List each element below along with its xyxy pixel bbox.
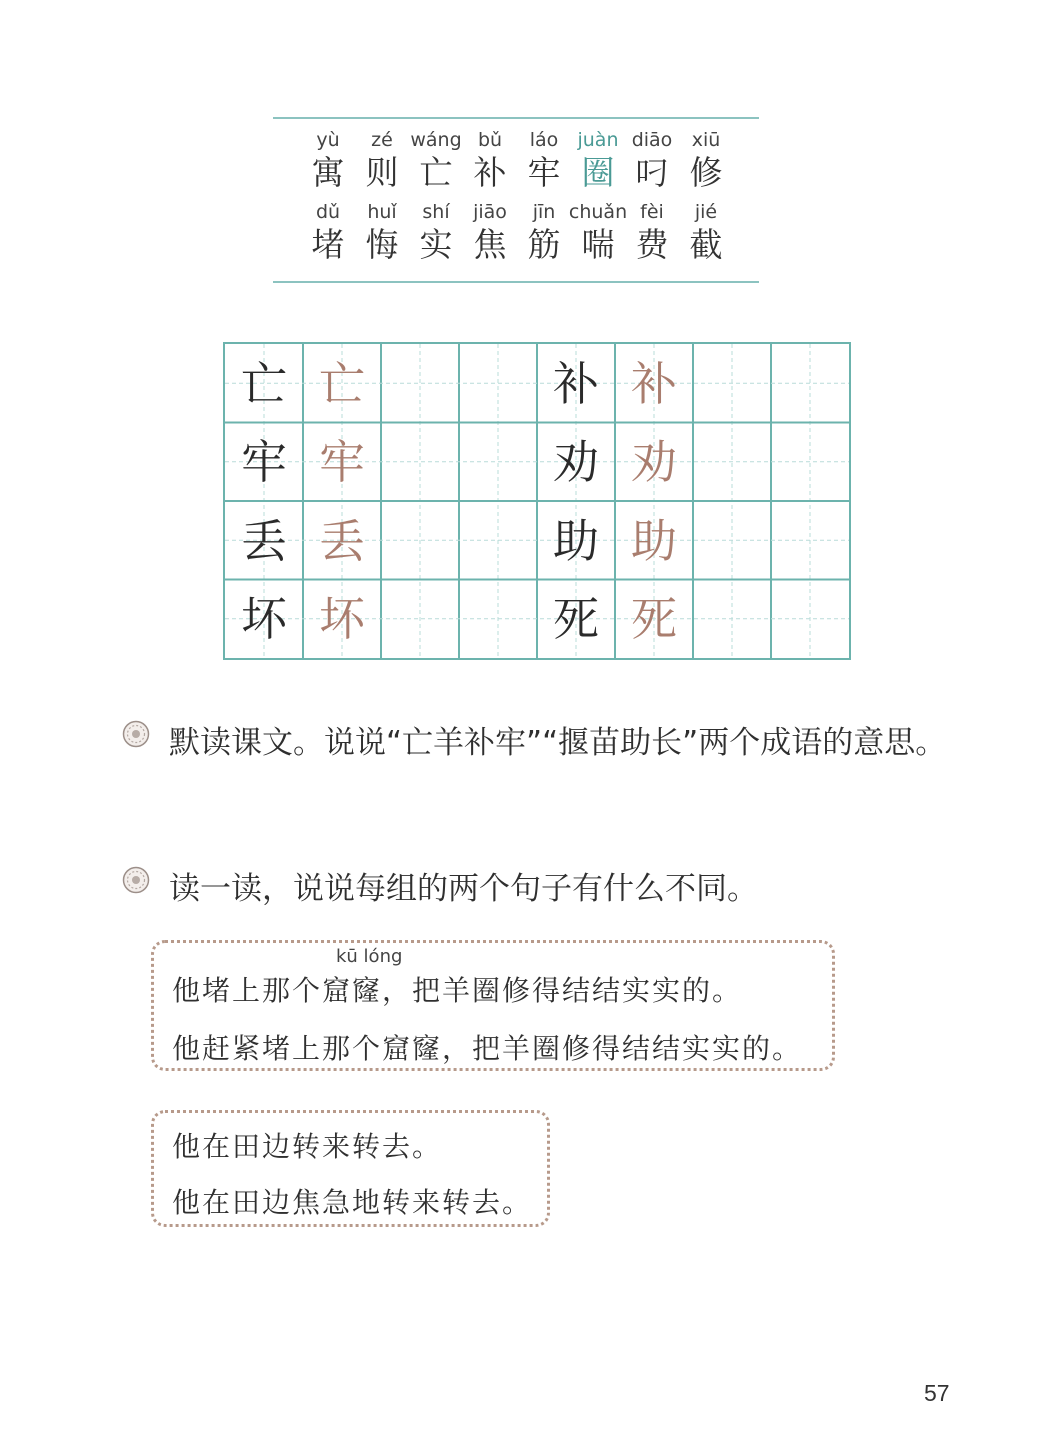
pinyin: xiū bbox=[691, 129, 721, 151]
vocab-character: 圈 bbox=[581, 153, 615, 192]
sentence: 他在田边焦急地转来转去。 bbox=[172, 1186, 533, 1219]
model-character: 劝 bbox=[553, 435, 599, 489]
model-character: 死 bbox=[553, 592, 599, 646]
sentence: 他堵上那个窟窿，把羊圈修得结结实实的。 bbox=[172, 974, 743, 1007]
pinyin: shí bbox=[422, 201, 450, 223]
vocab-character: 堵 bbox=[311, 225, 345, 264]
vocabulary-box bbox=[273, 117, 759, 283]
tracing-character: 丢 bbox=[319, 513, 365, 568]
pinyin-annotation: kū lóng bbox=[336, 946, 403, 967]
flower-bullet-icon bbox=[122, 866, 150, 894]
vocab-row-2 bbox=[303, 199, 729, 269]
pinyin: fèi bbox=[640, 201, 664, 223]
vocab-item bbox=[671, 127, 741, 193]
sentence: 他赶紧堵上那个窟窿，把羊圈修得结结实实的。 bbox=[172, 1032, 803, 1065]
vocab-character: 费 bbox=[635, 225, 669, 264]
pinyin: huǐ bbox=[367, 201, 397, 223]
sentence: 他在田边转来转去。 bbox=[172, 1130, 443, 1163]
pinyin: yù bbox=[316, 129, 340, 151]
tracing-character: 死 bbox=[631, 592, 677, 646]
vocab-character: 实 bbox=[419, 225, 453, 264]
pinyin: jīn bbox=[532, 201, 556, 223]
vocab-character: 焦 bbox=[473, 225, 507, 264]
model-character: 助 bbox=[553, 513, 599, 568]
vocab-row-1 bbox=[303, 127, 729, 197]
pinyin: bǔ bbox=[477, 129, 503, 151]
tracing-character: 坏 bbox=[319, 592, 365, 646]
vocab-character: 亡 bbox=[419, 153, 453, 192]
sentence-group-1 bbox=[151, 940, 835, 1071]
model-character: 丢 bbox=[241, 513, 287, 568]
vocab-item bbox=[671, 199, 741, 265]
vocab-character: 则 bbox=[365, 153, 399, 192]
vocab-character: 截 bbox=[689, 225, 723, 264]
flower-bullet-icon bbox=[122, 720, 150, 748]
tracing-character: 补 bbox=[631, 356, 677, 411]
exercise-2 bbox=[122, 858, 982, 918]
pinyin: wáng bbox=[410, 129, 462, 151]
vocab-character: 寓 bbox=[311, 153, 345, 192]
vocab-character: 喘 bbox=[581, 225, 615, 264]
model-character: 补 bbox=[553, 356, 599, 411]
tracing-character: 劝 bbox=[631, 435, 677, 489]
model-character: 牢 bbox=[241, 435, 287, 489]
vocab-character: 叼 bbox=[635, 153, 669, 192]
exercise-1 bbox=[122, 712, 982, 842]
pinyin: diāo bbox=[631, 129, 673, 151]
tracing-character: 牢 bbox=[319, 435, 365, 489]
model-character: 亡 bbox=[241, 356, 287, 411]
vocab-character: 修 bbox=[689, 153, 723, 192]
pinyin: dǔ bbox=[315, 201, 341, 223]
vocab-character: 补 bbox=[473, 153, 507, 192]
vocab-character: 悔 bbox=[365, 225, 399, 264]
pinyin: chuǎn bbox=[568, 201, 628, 223]
tracing-character: 亡 bbox=[319, 356, 365, 411]
vocab-character: 牢 bbox=[527, 153, 561, 192]
exercise-1-text: 默读课文。说说“亡羊补牢”“揠苗助长”两个成语的意思。 bbox=[169, 725, 947, 761]
model-character: 坏 bbox=[241, 592, 287, 646]
vocab-character: 筋 bbox=[527, 225, 561, 264]
pinyin: jié bbox=[694, 201, 718, 223]
sentence-group-2 bbox=[151, 1110, 550, 1227]
exercise-2-text: 读一读，说说每组的两个句子有什么不同。 bbox=[169, 871, 758, 907]
page-number: 57 bbox=[924, 1380, 950, 1406]
pinyin: láo bbox=[529, 129, 559, 151]
pinyin: zé bbox=[371, 129, 393, 151]
pinyin: jiāo bbox=[473, 201, 507, 223]
writing-grid bbox=[223, 342, 851, 660]
pinyin: juàn bbox=[577, 129, 619, 151]
tracing-character: 助 bbox=[631, 513, 677, 568]
